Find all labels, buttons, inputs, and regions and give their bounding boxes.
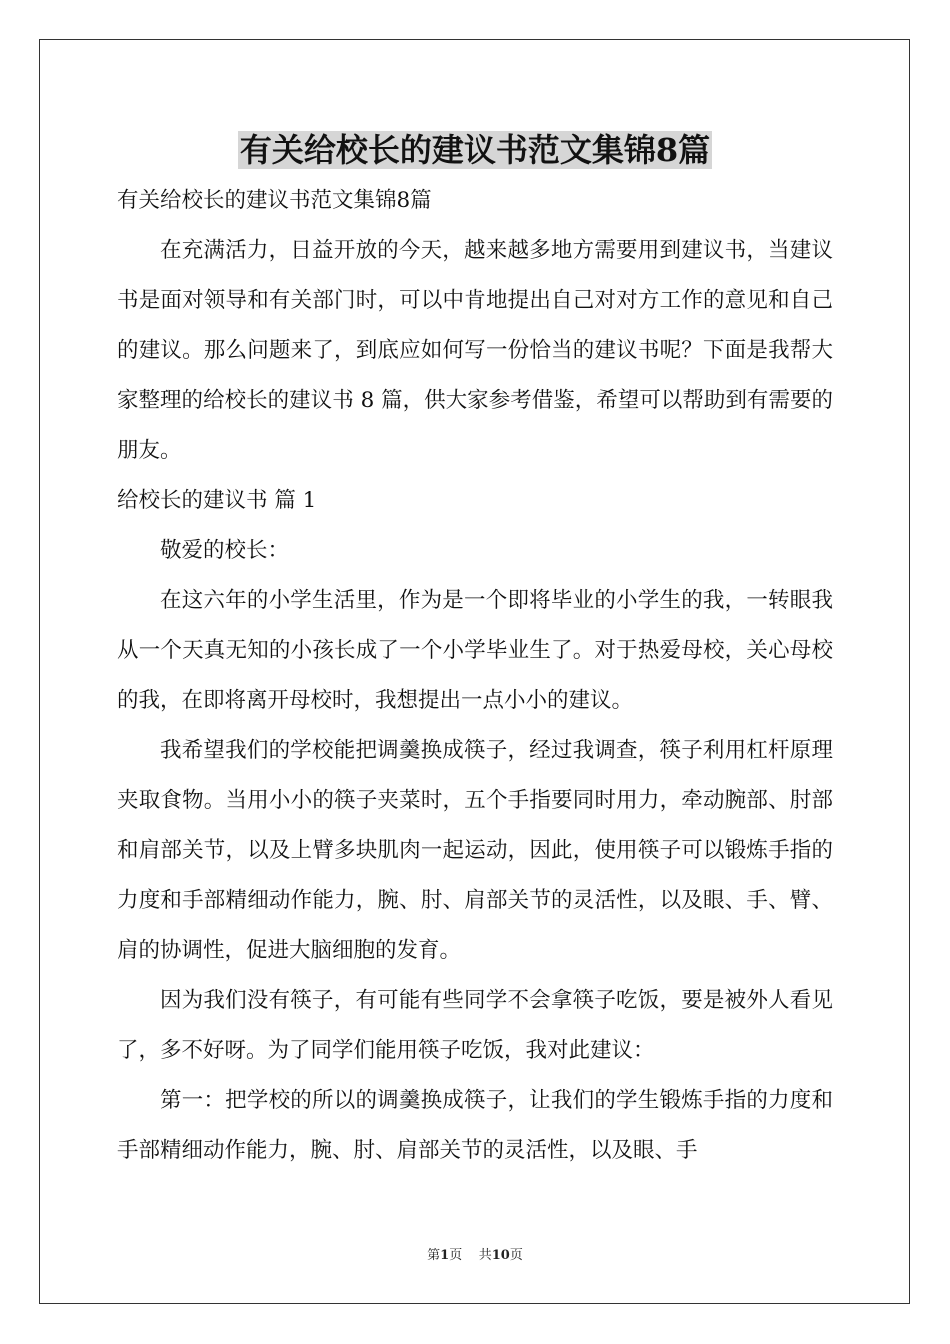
footer-prefix: 第 (427, 1248, 441, 1263)
paragraph-body: 因为我们没有筷子，有可能有些同学不会拿筷子吃饭，要是被外人看见了，多不好呀。为了同学们能用筷子吃饭，我对此建议： (117, 988, 833, 1063)
footer-suffix: 页 (509, 1248, 523, 1263)
section-heading: 给校长的建议书 篇 1 (117, 488, 317, 513)
total-page-count: 10 (491, 1248, 510, 1263)
paragraph-salutation: 敬爱的校长： (160, 538, 290, 563)
document-title-text: 有关给校长的建议书范文集锦8篇 (239, 131, 711, 169)
paragraph-intro: 在充满活力，日益开放的今天，越来越多地方需要用到建议书，当建议书是面对领导和有关部门时，可以中肯地提出自己对对方工作的意见和自己的建议。那么问题来了，到底应如何写一份恰当的建议书呢？下面是我帮大家整理的给校长的建议书 8 篇，供大家参考借鉴，希望可以帮助到有需要的朋友。 (117, 238, 833, 463)
document-body (117, 176, 833, 1176)
document-title (0, 128, 950, 172)
footer-middle: 页 共 (449, 1248, 492, 1263)
page-footer (0, 1246, 950, 1266)
paragraph-body: 我希望我们的学校能把调羹换成筷子，经过我调查，筷子利用杠杆原理夹取食物。当用小小的筷子夹菜时，五个手指要同时用力，牵动腕部、肘部和肩部关节，以及上臂多块肌肉一起运动，因此，使用筷子可以锻炼手指的力度和手部精细动作能力，腕、肘、肩部关节的灵活性，以及眼、手、臂、肩的协调性，促进大脑细胞的发育。 (117, 738, 833, 963)
paragraph-subtitle: 有关给校长的建议书范文集锦8篇 (117, 188, 432, 213)
paragraph-body: 在这六年的小学生活里，作为是一个即将毕业的小学生的我，一转眼我从一个天真无知的小孩长成了一个小学毕业生了。对于热爱母校，关心母校的我，在即将离开母校时，我想提出一点小小的建议。 (117, 588, 833, 713)
paragraph-body: 第一：把学校的所以的调羹换成筷子，让我们的学生锻炼手指的力度和手部精细动作能力，腕、肘、肩部关节的灵活性，以及眼、手 (117, 1088, 833, 1163)
current-page-number: 1 (440, 1248, 450, 1263)
